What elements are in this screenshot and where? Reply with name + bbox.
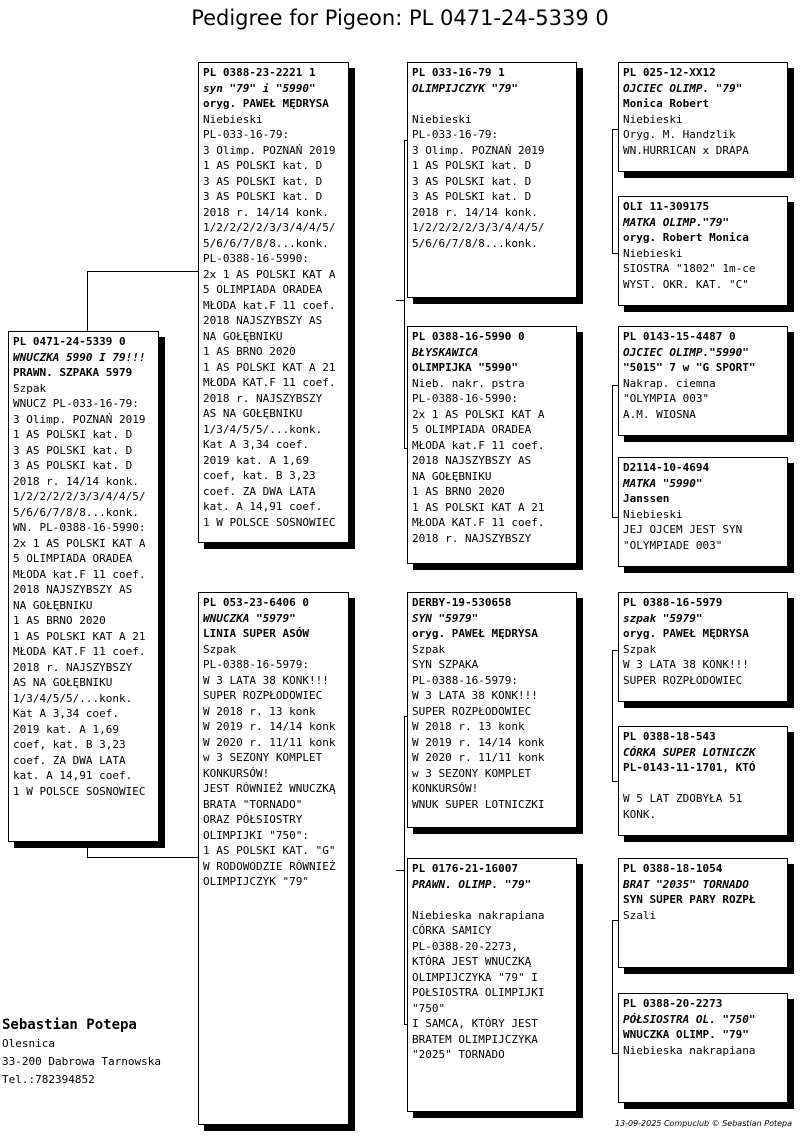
- bird-box-dss[interactable]: [618, 592, 788, 702]
- info-line: coef, kat. B 3,23: [203, 469, 316, 482]
- owner-line: 33-200 Dabrowa Tarnowska: [2, 1055, 161, 1068]
- info-line: kat. A 14,91 coef.: [203, 500, 323, 513]
- info-line: WN.HURRICAN x DRAPA: [623, 143, 749, 157]
- info-line: 3 AS POLSKI kat. D: [203, 190, 323, 203]
- bird-subtitle: oryg. PAWEŁ MĘDRYSA: [203, 97, 329, 110]
- info-line: Oryg. M. Handzlik: [623, 128, 736, 141]
- info-line: 5 OLIMPIADA ORADEA: [412, 423, 532, 436]
- info-line: Niebieska nakrapiana: [623, 1043, 756, 1057]
- info-line: SUPER ROZPŁODOWIEC: [203, 689, 323, 702]
- info-line: MŁODA kat.F 11 coef.: [203, 298, 336, 312]
- bird-subtitle: OLIMPIJKA "5990": [412, 361, 518, 374]
- info-line: 5 OLIMPIADA ORADEA: [203, 283, 323, 296]
- info-line: 1/2/2/2/2/3/3/4/4/5/: [203, 221, 336, 234]
- info-line: W 5 LAT ZDOBYŁA 51: [623, 792, 743, 805]
- bird-subtitle: LINIA SUPER ASÓW: [203, 627, 309, 640]
- info-line: Niebieski: [412, 112, 472, 126]
- info-line: 1/3/4/5/5/...konk.: [13, 691, 133, 705]
- info-line: 2018 r. NAJSZYBSZY: [203, 391, 323, 405]
- bird-box-ssd[interactable]: [618, 196, 788, 306]
- info-line: 3 Olimp. POZNAŃ 2019: [203, 143, 336, 157]
- info-line: 1 AS POLSKI KAT A 21: [13, 629, 146, 643]
- info-line: PL-0388-20-2273,: [412, 939, 518, 953]
- info-line: 3 Olimp. POZNAŃ 2019: [13, 412, 146, 426]
- info-line: 1 AS POLSKI kat. D: [412, 159, 532, 172]
- bird-box-sire[interactable]: [198, 62, 349, 543]
- info-line: 3 AS POLSKI kat. D: [13, 443, 133, 457]
- connector-sd-v: [612, 385, 613, 517]
- info-line: BRATA "TORNADO": [203, 797, 303, 811]
- info-line: Nakrap. ciemna: [623, 376, 716, 390]
- info-line: 5 OLIMPIADA ORADEA: [13, 552, 133, 565]
- info-line: POŁSIOSTRA OLIMPIJKI: [412, 986, 545, 999]
- info-line: 2018 NAJSZYBSZY AS: [203, 314, 323, 327]
- info-line: Niebieski: [623, 112, 683, 126]
- info-line: W 2018 r. 13 konk: [412, 720, 525, 733]
- info-line: 2x 1 AS POLSKI KAT A: [412, 407, 545, 421]
- info-line: 2x 1 AS POLSKI KAT A: [13, 536, 146, 550]
- bird-name: OJCIEC OLIMP."5990": [623, 345, 749, 359]
- bird-name: szpak "5979": [623, 611, 703, 625]
- info-line: SYN SZPAKA: [412, 658, 479, 671]
- info-line: 5/6/6/7/8/8...konk.: [412, 236, 538, 250]
- info-line: Szpak: [412, 642, 446, 656]
- info-line: OLIMPIJCZYKA "79" I: [412, 970, 538, 984]
- connector-subject-dam-v: [87, 842, 88, 858]
- info-line: 2018 NAJSZYBSZY AS: [412, 454, 532, 467]
- bird-box-sire-dam[interactable]: [407, 326, 577, 564]
- bird-name: syn "79" i "5990": [203, 81, 316, 95]
- bird-name: MATKA "5990": [623, 476, 703, 490]
- connector-subject-sire-h: [87, 271, 199, 272]
- info-line: W 3 LATA 38 KONK!!!: [623, 658, 749, 671]
- info-line: 3 AS POLSKI kat. D: [203, 174, 323, 188]
- info-line: AS NA GOŁĘBNIKU: [13, 676, 113, 689]
- info-line: 1 AS BRNO 2020: [412, 485, 505, 498]
- info-line: w 3 SEZONY KOMPLET: [412, 766, 532, 780]
- info-line: W 2019 r. 14/14 konk: [203, 720, 336, 733]
- info-line: MŁODA KAT.F 11 coef.: [203, 376, 336, 389]
- ring-number: PL 025-12-XX12: [623, 66, 716, 79]
- info-line: W 2018 r. 13 konk: [203, 704, 316, 718]
- info-line: 1 AS POLSKI kat. D: [13, 428, 133, 441]
- info-line: Niebieski: [203, 112, 263, 126]
- bird-box-dsd[interactable]: [618, 726, 788, 836]
- info-line: W 2020 r. 11/11 konk: [412, 751, 545, 764]
- info-line: Szpak: [13, 381, 47, 395]
- owner-line: Tel.:782394852: [2, 1073, 95, 1086]
- bird-box-dam-sire[interactable]: [407, 592, 577, 828]
- info-line: ORAZ PÓŁSIOSTRY: [203, 813, 303, 826]
- bird-subtitle: oryg. PAWEŁ MĘDRYSA: [623, 627, 749, 640]
- info-line: Nieb. nakr. pstra: [412, 376, 525, 390]
- connector-ss-v: [612, 129, 613, 253]
- info-line: Kat A 3,34 coef.: [203, 438, 309, 451]
- info-line: coef. ZA DWA LATA: [13, 753, 126, 767]
- info-line: W 2019 r. 14/14 konk: [412, 735, 545, 749]
- info-line: CÓRKA SAMICY: [412, 924, 492, 937]
- info-line: JEST RÓWNIEŻ WNUCZKĄ: [203, 782, 336, 795]
- bird-name: SYN "5979": [412, 611, 479, 625]
- info-line: 2018 r. 14/14 konk.: [13, 474, 139, 488]
- bird-subtitle: "5015" 7 w "G SPORT": [623, 361, 756, 374]
- info-line: NA GOŁĘBNIKU: [203, 329, 283, 343]
- info-line: NA GOŁĘBNIKU: [412, 469, 492, 483]
- info-line: 1 AS POLSKI KAT. "G": [203, 844, 336, 857]
- bird-subtitle: oryg. PAWEŁ MĘDRYSA: [412, 627, 538, 640]
- info-line: Kat A 3,34 coef.: [13, 707, 119, 720]
- ring-number: PL 0388-18-1054: [623, 862, 723, 875]
- info-line: Szpak: [623, 642, 657, 656]
- info-line: kat. A 14,91 coef.: [13, 769, 133, 782]
- bird-box-dam[interactable]: [198, 592, 349, 1125]
- info-line: A.M. WIOSNA: [623, 407, 696, 421]
- info-line: PL-0388-16-5990:: [412, 392, 518, 405]
- info-line: PL-033-16-79:: [412, 128, 499, 141]
- connector-sire-mid-h: [396, 300, 404, 301]
- info-line: 1 W POLSCE SOSNOWIEC: [13, 784, 146, 798]
- info-line: 2x 1 AS POLSKI KAT A: [203, 267, 336, 281]
- info-line: I SAMCA, KTÓRY JEST: [412, 1017, 538, 1030]
- bird-subtitle: PRAWN. SZPAKA 5979: [13, 366, 133, 379]
- page-title: Pedigree for Pigeon: PL 0471-24-5339 0: [191, 6, 609, 30]
- info-line: PL-0388-16-5979:: [203, 658, 309, 671]
- info-line: 1 AS POLSKI kat. D: [203, 159, 323, 172]
- info-line: 3 AS POLSKI kat. D: [13, 459, 133, 472]
- info-line: 2018 r. 14/14 konk.: [412, 205, 538, 219]
- bird-name: OJCIEC OLIMP. "79": [623, 81, 743, 95]
- info-line: WYST. OKR. KAT. "C": [623, 277, 749, 291]
- bird-subtitle: Janssen: [623, 492, 670, 505]
- info-line: [623, 776, 783, 792]
- info-line: 2018 NAJSZYBSZY AS: [13, 583, 133, 596]
- info-line: 2018 r. NAJSZYBSZY: [13, 660, 133, 674]
- info-line: MŁODA KAT.F 11 coef.: [13, 645, 146, 658]
- info-line: 5/6/6/7/8/8...konk.: [203, 236, 329, 250]
- connector-dam-mid-h: [396, 870, 404, 871]
- info-line: KONKURSÓW!: [203, 766, 270, 780]
- bird-name: PÓŁSIOSTRA OL. "750": [623, 1012, 756, 1026]
- owner-line: Olesnica: [2, 1037, 55, 1050]
- info-line: WNUCZ PL-033-16-79:: [13, 397, 139, 410]
- ring-number: PL 0143-15-4487 0: [623, 330, 736, 343]
- ring-number: PL 0176-21-16007: [412, 862, 518, 875]
- ring-number: PL 0388-23-2221 1: [203, 66, 316, 79]
- bird-subtitle: Monica Robert: [623, 97, 710, 110]
- info-line: MŁODA KAT.F 11 coef.: [412, 516, 545, 529]
- connector-subject-sire-v: [87, 271, 88, 334]
- info-line: PL-033-16-79:: [203, 128, 290, 141]
- ring-number: PL 0388-18-543: [623, 730, 716, 743]
- info-line: PL-0388-16-5979:: [412, 673, 518, 687]
- connector-ds-v: [612, 650, 613, 781]
- info-line: JEJ OJCEM JEST SYN: [623, 523, 743, 536]
- owner-name: Sebastian Potepa: [2, 1017, 137, 1033]
- info-line: 2019 kat. A 1,69: [13, 722, 119, 736]
- bird-name: CÓRKA SUPER LOTNICZK: [623, 745, 756, 759]
- info-line: KTÓRA JEST WNUCZKĄ: [412, 955, 532, 968]
- bird-name: MATKA OLIMP."79": [623, 215, 729, 229]
- ring-number: OLI 11-309175: [623, 200, 710, 213]
- info-line: 1 AS POLSKI KAT A 21: [412, 500, 545, 514]
- bird-name: BRAT "2035" TORNADO: [623, 877, 749, 891]
- info-line: 2019 kat. A 1,69: [203, 453, 309, 467]
- info-line: "2025" TORNADO: [412, 1048, 505, 1061]
- info-line: 3 AS POLSKI kat. D: [412, 174, 532, 188]
- info-line: KONKURSÓW!: [412, 782, 479, 795]
- bird-box-sds[interactable]: [618, 326, 788, 436]
- info-line: 1 W POLSCE SOSNOWIEC: [203, 515, 336, 529]
- info-line: PL-0388-16-5990:: [203, 252, 309, 265]
- bird-box-sdd[interactable]: [618, 457, 788, 567]
- info-line: 1/2/2/2/2/3/3/4/4/5/: [412, 221, 545, 234]
- info-line: w 3 SEZONY KOMPLET: [203, 751, 323, 764]
- connector-dam-v: [404, 716, 405, 1024]
- info-line: Niebieski: [623, 507, 683, 521]
- info-line: KONK.: [623, 807, 657, 821]
- info-line: 1 AS BRNO 2020: [13, 614, 106, 627]
- bird-box-dds[interactable]: [618, 858, 788, 968]
- ring-number: PL 0471-24-5339 0: [13, 335, 126, 348]
- bird-name: OLIMPIJCZYK "79": [412, 81, 518, 95]
- info-line: "OLYMPIA 003": [623, 392, 710, 405]
- info-line: W RODOWODZIE RÓWNIEŻ: [203, 859, 336, 873]
- ring-number: PL 033-16-79 1: [412, 66, 505, 79]
- ring-number: DERBY-19-530658: [412, 596, 512, 609]
- info-line: [412, 892, 572, 908]
- info-line: coef, kat. B 3,23: [13, 738, 126, 751]
- info-line: 1 AS BRNO 2020: [203, 345, 296, 358]
- ring-number: PL 053-23-6406 0: [203, 596, 309, 609]
- info-line: SUPER ROZPŁODOWIEC: [412, 704, 532, 718]
- info-line: 2018 r. NAJSZYBSZY: [412, 531, 532, 545]
- info-line: coef. ZA DWA LATA: [203, 484, 316, 498]
- info-line: Szali: [623, 908, 657, 922]
- ring-number: PL 0388-16-5979: [623, 596, 723, 609]
- bird-name: PRAWN. OLIMP. "79": [412, 877, 532, 891]
- info-line: BRATEM OLIMPIJCZYKA: [412, 1032, 538, 1046]
- info-line: 5/6/6/7/8/8...konk.: [13, 505, 139, 519]
- info-line: MŁODA kat.F 11 coef.: [13, 567, 146, 581]
- connector-dd-v: [612, 920, 613, 1053]
- info-line: 3 Olimp. POZNAŃ 2019: [412, 143, 545, 157]
- info-line: 3 AS POLSKI kat. D: [412, 190, 532, 203]
- ring-number: PL 0388-20-2273: [623, 997, 723, 1010]
- bird-box-sire-sire[interactable]: [407, 62, 577, 298]
- info-line: 1 AS POLSKI KAT A 21: [203, 360, 336, 374]
- connector-sire-v: [404, 140, 405, 448]
- info-line: 2018 r. 14/14 konk.: [203, 205, 329, 219]
- info-line: [412, 96, 572, 112]
- footer-credit: 13-09-2025 Compuclub © Sebastian Potepa: [614, 1119, 792, 1128]
- info-line: OLIMPIJKI "750":: [203, 828, 309, 842]
- info-line: SUPER ROZPŁODOWIEC: [623, 673, 743, 687]
- owner-info: [2, 1015, 161, 1089]
- bird-name: BŁYSKAWICA: [412, 345, 479, 359]
- info-line: Niebieski: [623, 246, 683, 260]
- info-line: Niebieska nakrapiana: [412, 908, 545, 922]
- info-line: 1/2/2/2/2/3/3/4/4/5/: [13, 490, 146, 503]
- bird-box-dam-dam[interactable]: [407, 858, 577, 1112]
- info-line: Szpak: [203, 642, 237, 656]
- info-line: AS NA GOŁĘBNIKU: [203, 407, 303, 420]
- bird-subtitle: PL-0143-11-1701, KTÓ: [623, 761, 756, 774]
- bird-name: WNUCZKA "5979": [203, 611, 296, 625]
- info-line: OLIMPIJCZYK "79": [203, 875, 309, 888]
- bird-name: WNUCZKA 5990 I 79!!!: [13, 350, 146, 364]
- connector-subject-dam-h: [87, 857, 199, 858]
- ring-number: D2114-10-4694: [623, 461, 710, 474]
- info-line: W 3 LATA 38 KONK!!!: [203, 673, 329, 687]
- bird-box-ddd[interactable]: [618, 993, 788, 1103]
- info-line: W 3 LATA 38 KONK!!!: [412, 689, 538, 702]
- ring-number: PL 0388-16-5990 0: [412, 330, 525, 343]
- info-line: W 2020 r. 11/11 konk: [203, 735, 336, 749]
- bird-subtitle: WNUCZKA OLIMP. "79": [623, 1028, 749, 1041]
- info-line: NA GOŁĘBNIKU: [13, 598, 93, 612]
- info-line: "OLYMPIADE 003": [623, 538, 723, 552]
- bird-box-subject[interactable]: [8, 331, 159, 842]
- bird-subtitle: oryg. Robert Monica: [623, 231, 749, 244]
- bird-box-sss[interactable]: [618, 62, 788, 172]
- info-line: WN. PL-0388-16-5990:: [13, 521, 146, 534]
- info-line: SIOSTRA "1802" 1m-ce: [623, 262, 756, 275]
- info-line: 1/3/4/5/5/...konk.: [203, 422, 323, 436]
- bird-subtitle: SYN SUPER PARY ROZPŁ: [623, 893, 756, 906]
- info-line: WNUK SUPER LOTNICZKI: [412, 797, 545, 811]
- info-line: "750": [412, 1001, 446, 1015]
- info-line: MŁODA kat.F 11 coef.: [412, 438, 545, 452]
